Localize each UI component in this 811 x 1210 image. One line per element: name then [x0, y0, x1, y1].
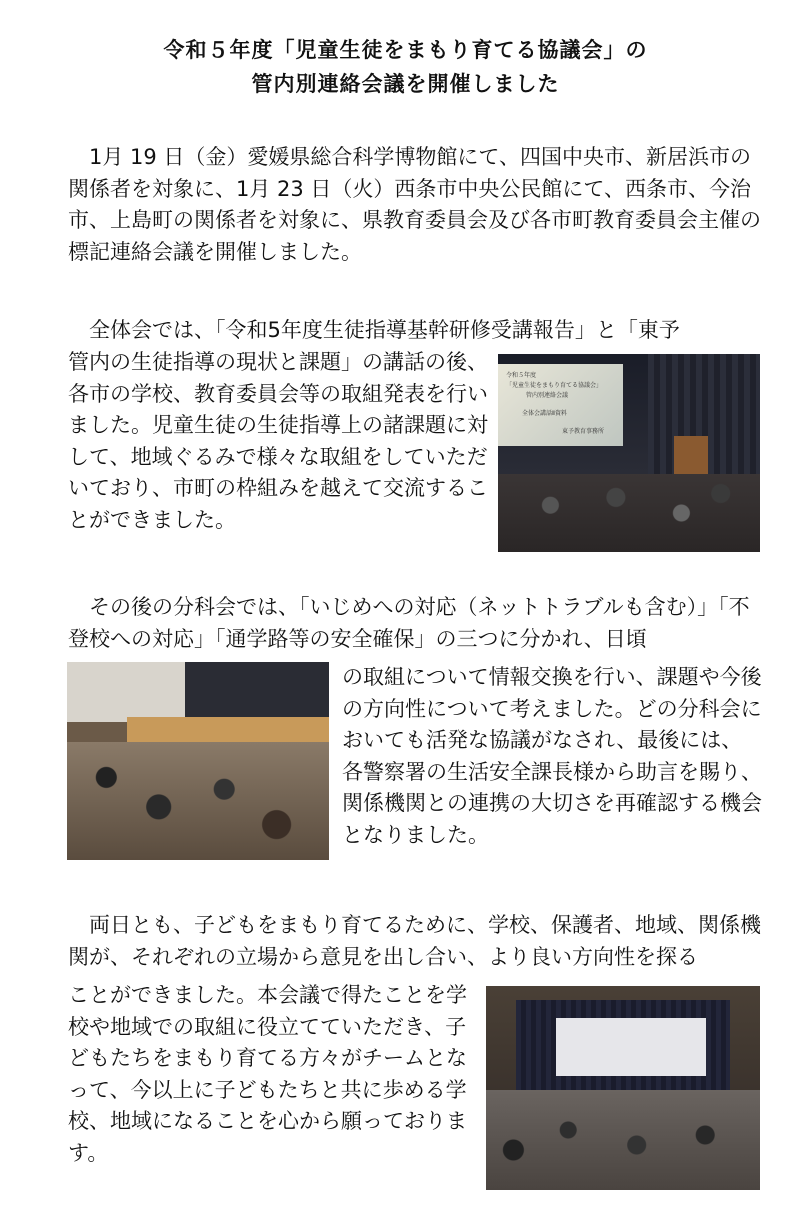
paragraph-1-text: 1月 19 日（金）愛媛県総合科学博物館にて、四国中央市、新居浜市の関係者を対象に、1月 23 日（火）西条市中央公民館にて、西条市、今治市、上島町の関係者を対象に、県教育委員会及び各市町教育委員会主催の標記連絡会議を開催しました。 [68, 145, 761, 264]
paragraph-3-first-text: その後の分科会では、「いじめへの対応（ネットトラブルも含む）」「不登校への対応」「通学路等の安全確保」の三つに分かれ、日頃 [68, 595, 750, 651]
screen-text-line5: 東予教育事務所 [562, 428, 605, 435]
paragraph-2-first-line [68, 315, 768, 347]
photo-meeting-room [67, 662, 329, 860]
screen-text-line1: 令和５年度 [506, 372, 537, 379]
screen-text-line3: 管内別連絡会議 [526, 392, 569, 399]
paragraph-1 [68, 142, 768, 268]
screen-text-line4: 全体会講話Ⅱ資料 [522, 410, 567, 417]
participants-at-desks [67, 742, 329, 860]
stage-front [127, 717, 329, 742]
screen-text-line2: 「児童生徒をまもり育てる協議会」 [506, 382, 603, 389]
paragraph-2-wrap: 管内の生徒指導の現状と課題」の講話の後、各市の学校、教育委員会等の取組発表を行いました。児童生徒の生徒指導上の諸課題に対して、地域ぐるみで様々な取組をしていただいており、市町の枠組みを越えて交流することができました。 [68, 350, 488, 532]
photo-lecture-hall [498, 354, 760, 552]
audience-seats [498, 474, 760, 552]
paragraph-2-first-text: 全体会では、「令和5年度生徒指導基幹研修受講報告」と「東予 [89, 318, 680, 342]
hall-screen [556, 1018, 706, 1076]
paragraph-4-wrap: ことができました。本会議で得たことを学校や地域での取組に役立てていただき、子どもたちをまもり育てる方々がチームとなって、今以上に子どもたちと共に歩める学校、地域になることを心から願っております。 [68, 983, 467, 1165]
paragraph-4-first-lines [68, 910, 768, 973]
hall-audience [486, 1090, 760, 1190]
page-title-line2: 管内別連絡会議を開催しました [251, 72, 560, 96]
paragraph-3-wrap: の取組について情報交換を行い、課題や今後の方向性について考えました。どの分科会においても活発な協議がなされ、最後には、各警察署の生活安全課長様から助言を賜り、関係機関との連携の大切さを再確認する機会となりました。 [342, 665, 762, 847]
podium [674, 436, 708, 474]
room-back-wall [67, 662, 329, 722]
projection-screen [498, 364, 623, 446]
photo-hall-audience [486, 986, 760, 1190]
page-title-line1: 令和５年度「児童生徒をまもり育てる協議会」の [163, 38, 648, 62]
paragraph-4-first-text: 両日とも、子どもをまもり育てるために、学校、保護者、地域、関係機関が、それぞれの立場から意見を出し合い、より良い方向性を探る [68, 913, 761, 969]
paragraph-3-first-lines [68, 592, 768, 655]
